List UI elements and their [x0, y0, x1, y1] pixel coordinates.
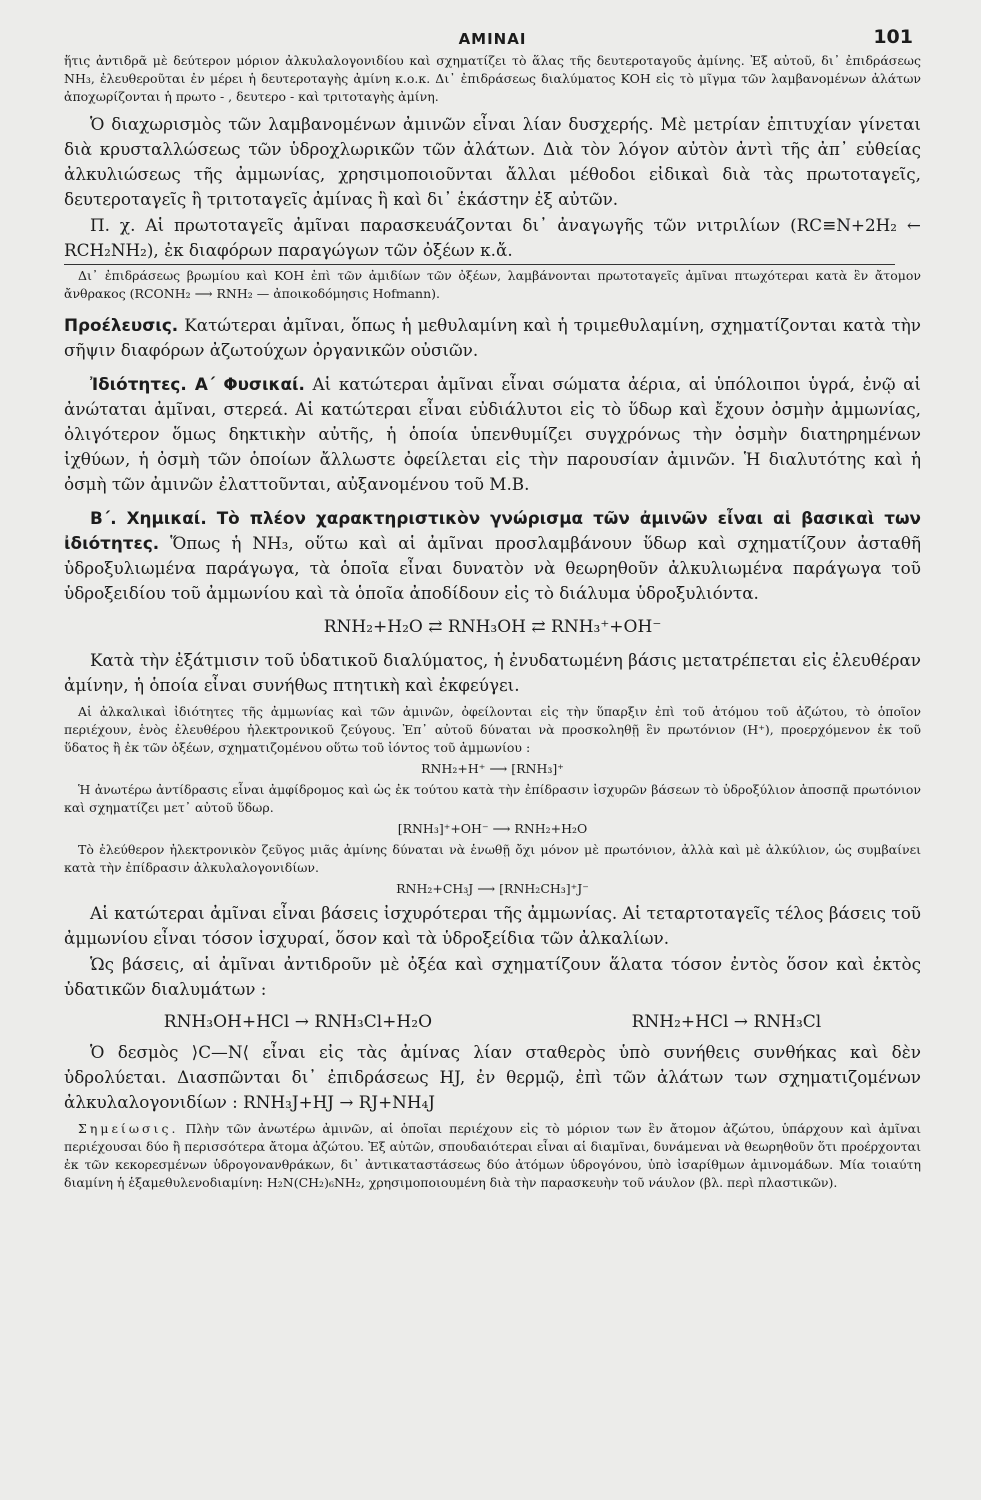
equation-salt-a: RNH₃OH+HCl → RNH₃Cl+H₂O	[163, 1012, 433, 1032]
evaporation-paragraph: Κατὰ τὴν ἐξάτμισιν τοῦ ὑδατικοῦ διαλύματος, ἡ ἐνυδατωμένη βάσις μετατρέπεται εἰς ἐλευθέραν ἀμίνην, ἡ ὁποία εἶναι συνήθως πτητικὴ καὶ ἐκφεύγει.	[64, 650, 921, 695]
chemical-text: Ὅπως ἡ NH₃, οὕτω καὶ αἱ ἀμῖναι προσλαμβάνουν ὕδωρ καὶ σχηματίζουν ἀσταθῆ ὑδροξυλιωμένα παράγωγα, τὰ ὁποῖα εἶναι δυνατὸν νὰ θεωρηθοῦν ἀλκυλιωμένα παράγωγα τοῦ ὑδροξειδίου τοῦ ἀμμωνίου καὶ τὰ ὁποῖα ἀποδίδουν εἰς τὸ διάλυμα ὑδροξυλιόντα.	[64, 533, 921, 603]
remark-label: Σημείωσις.	[78, 1121, 179, 1136]
page-header	[64, 18, 921, 52]
equation-protonation: RNH₂+H⁺ ⟶ [RNH₃]⁺	[421, 761, 564, 776]
remark-paragraph	[64, 1120, 921, 1192]
origin-paragraph	[64, 313, 921, 363]
origin-heading: Προέλευσις.	[64, 315, 179, 335]
basicity-paragraph: Αἱ κατώτεραι ἀμῖναι εἶναι βάσεις ἰσχυρότεραι τῆς ἀμμωνίας. Αἱ τεταρτοταγεῖς τέλος βάσεις τοῦ ἀμμωνίου εἶναι τόσον ἰσχυραί, ὅσον καὶ τὰ ὑδροξείδια τῶν ἀλκαλίων.	[64, 903, 921, 948]
underline-rule	[64, 264, 895, 265]
origin-text: Κατώτεραι ἀμῖναι, ὅπως ἡ μεθυλαμίνη καὶ ἡ τριμεθυλαμίνη, σχηματίζονται κατὰ τὴν σῆψιν διαφόρων ἀζωτούχων ὀργανικῶν οὐσιῶν.	[64, 315, 921, 360]
hofmann-note: Δι᾿ ἐπιδράσεως βρωμίου καὶ KOH ἐπὶ τῶν ἀμιδίων τῶν ὀξέων, λαμβάνονται πρωτοταγεῖς ἀμῖναι πτωχότεραι κατὰ ἓν ἄτομον ἄνθρακος (RCONH₂ ⟶ RNH₂ — ἀποικοδόμησις Hofmann).	[64, 268, 921, 301]
equation-salt-b: RNH₂+HCl → RNH₃Cl	[631, 1012, 822, 1032]
alkaline-note: Αἱ ἀλκαλικαὶ ἰδιότητες τῆς ἀμμωνίας καὶ τῶν ἀμινῶν, ὀφείλονται εἰς τὴν ὕπαρξιν ἐπὶ τοῦ ἀτόμου τοῦ ἀζώτου, τὸ ὁποῖον περιέχουν, ἑνὸς ἐλευθέρου ἠλεκτρονικοῦ ζεύγους. Ἐπ᾿ αὐτοῦ δύναται νὰ προσκοληθῇ ἓν πρωτόνιον (H⁺), προερχόμενον ἐκ τοῦ ὕδατος ἢ ἐκ τῶν ὀξέων, σχηματιζομένου οὕτω τοῦ ἰόντος τοῦ ἀμμωνίου :	[64, 704, 921, 755]
salts-paragraph: Ὡς βάσεις, αἱ ἀμῖναι ἀντιδροῦν μὲ ὀξέα καὶ σχηματίζουν ἅλατα τόσον ἐντὸς ὅσον καὶ ἐκτὸς ὑδατικῶν διαλυμάτων :	[64, 954, 921, 999]
equation-row-salts	[64, 1008, 921, 1036]
chemical-heading: Β΄. Χημικαί. Τὸ πλέον χαρακτηριστικὸν γνώρισμα τῶν ἀμινῶν εἶναι αἱ βασικαὶ των ἰδιότητες.	[64, 508, 921, 553]
equation-hydration: RNH₂+H₂O ⇄ RNH₃OH ⇄ RNH₃⁺+OH⁻	[323, 617, 662, 637]
separation-paragraph: Ὁ διαχωρισμὸς τῶν λαμβανομένων ἀμινῶν εἶναι λίαν δυσχερής. Μὲ μετρίαν ἐπιτυχίαν γίνεται διὰ κρυσταλλώσεως τῶν ὑδροχλωρικῶν τῶν ἀλάτων. Διὰ τὸν λόγον αὐτὸν ἀντὶ τῆς ἀπ᾿ εὐθείας ἀλκυλιώσεως τῆς ἀμμωνίας, χρησιμοποιοῦνται ἄλλαι μέθοδοι εἰδικαὶ διὰ τὰς πρωτοταγεῖς, δευτεροταγεῖς ἢ τριτοταγεῖς ἀμίνας ἢ καὶ δι᾿ ἑκάστην ἐξ αὐτῶν.	[64, 114, 921, 209]
chemical-paragraph	[64, 506, 921, 606]
page-number: 101	[873, 26, 913, 48]
equation-deprotonation: [RNH₃]⁺+OH⁻ ⟶ RNH₂+H₂O	[397, 821, 588, 836]
bond-paragraph: Ὁ δεσμὸς ⟩C—N⟨ εἶναι εἰς τὰς ἀμίνας λίαν σταθερὸς ὑπὸ συνήθεις συνθήκας καὶ δὲν ὑδρολύεται. Διασπῶνται δι᾿ ἐπιδράσεως HJ, ἐν θερμῷ, ἐπὶ τῶν ἀλάτων των σχηματιζομένων ἀλκυλαλογονιδίων : RNH₃J+HJ → RJ+NH₄J	[64, 1042, 921, 1112]
equation-alkylation: RNH₂+CH₃J ⟶ [RNH₂CH₃]⁺J⁻	[396, 881, 589, 896]
remark-text: Πλὴν τῶν ἀνωτέρω ἀμινῶν, αἱ ὁποῖαι περιέχουν εἰς τὸ μόριον των ἓν ἄτομον ἀζώτου, ὑπάρχουν καὶ ἀμῖναι περιέχουσαι δύο ἢ περισσότερα ἄτομα ἀζώτου. Ἐξ αὐτῶν, σπουδαιότεραι εἶναι αἱ διαμῖναι, δυνάμεναι νὰ θεωρηθοῦν ὅτι προέρχονται ἐκ τῶν κεκορεσμένων ὑδρογονανθράκων, δι᾿ ἀντικαταστάσεως δύο ἀτόμων ὑδρογόνου, ὑπὸ ἰσαρίθμων ἀμινομάδων. Μία τοιαύτη διαμίνη ἡ ἑξαμεθυλενοδιαμίνη: H₂N(CH₂)₆NH₂, χρησιμοποιουμένη διὰ τὴν παρασκευὴν τοῦ νάυλον (βλ. περὶ πλαστικῶν).	[64, 1121, 921, 1190]
physical-text: Αἱ κατώτεραι ἀμῖναι εἶναι σώματα ἀέρια, αἱ ὑπόλοιποι ὑγρά, ἐνῷ αἱ ἀνώταται ἀμῖναι, στερεά. Αἱ κατώτεραι εἶναι εὐδιάλυτοι εἰς τὸ ὕδωρ καὶ ἔχουν ὀσμὴν ἀμμωνίας, ὀλιγότερον ὅμως δηκτικὴν αὐτῆς, ἡ ὁποία ὑπενθυμίζει συγχρόνως τὴν ὀσμὴν διατηρημένων ἰχθύων, ἡ ὀσμὴ τῶν ὁποίων ἄλλωστε ὀφείλεται εἰς τὴν παρουσίαν ἀμινῶν. Ἡ διαλυτότης καὶ ἡ ὀσμὴ τῶν ἀμινῶν ἐλαττοῦνται, αὐξανομένου τοῦ Μ.Β.	[64, 374, 922, 494]
running-title: ΑΜΙΝΑΙ	[458, 30, 527, 48]
alkylation-note: Τὸ ἐλεύθερον ἠλεκτρονικὸν ζεῦγος μιᾶς ἀμίνης δύναται νὰ ἑνωθῇ ὄχι μόνον μὲ πρωτόνιον, ἀλλὰ καὶ μὲ ἀλκύλιον, ὡς συμβαίνει κατὰ τὴν ἐπίδρασιν ἀλκυλαλογονιδίων.	[64, 842, 921, 875]
physical-paragraph	[64, 372, 921, 497]
physical-heading: Ἰδιότητες. Α΄ Φυσικαί.	[90, 374, 305, 394]
nitrile-reduction-paragraph: Π. χ. Αἱ πρωτοταγεῖς ἀμῖναι παρασκευάζονται δι᾿ ἀναγωγῆς τῶν νιτριλίων (RC≡N+2H₂ ← RCH₂NH₂), ἐκ διαφόρων παραγώγων τῶν ὀξέων κ.ἄ.	[64, 215, 921, 260]
continued-paragraph: ἥτις ἀντιδρᾶ μὲ δεύτερον μόριον ἀλκυλαλογονιδίου καὶ σχηματίζει τὸ ἅλας τῆς δευτεροταγοῦς ἀμίνης. Ἐξ αὐτοῦ, δι᾿ ἐπιδράσεως NH₃, ἐλευθεροῦται ἐν μέρει ἡ δευτεροταγὴς ἀμίνη κ.ο.κ. Δι᾿ ἐπιδράσεως διαλύματος KOH εἰς τὸ μῖγμα τῶν λαμβανομένων ἀλάτων ἀποχωρίζονται ἡ πρωτο - , δευτερο - καὶ τριτοταγὴς ἀμίνη.	[64, 53, 921, 104]
reversibility-note: Ἡ ἀνωτέρω ἀντίδρασις εἶναι ἀμφίδρομος καὶ ὡς ἐκ τούτου κατὰ τὴν ἐπίδρασιν ἰσχυρῶν βάσεων τὸ ὑδροξύλιον ἀποσπᾷ πρωτόνιον καὶ σχηματίζει μετ᾿ αὐτοῦ ὕδωρ.	[64, 782, 921, 815]
